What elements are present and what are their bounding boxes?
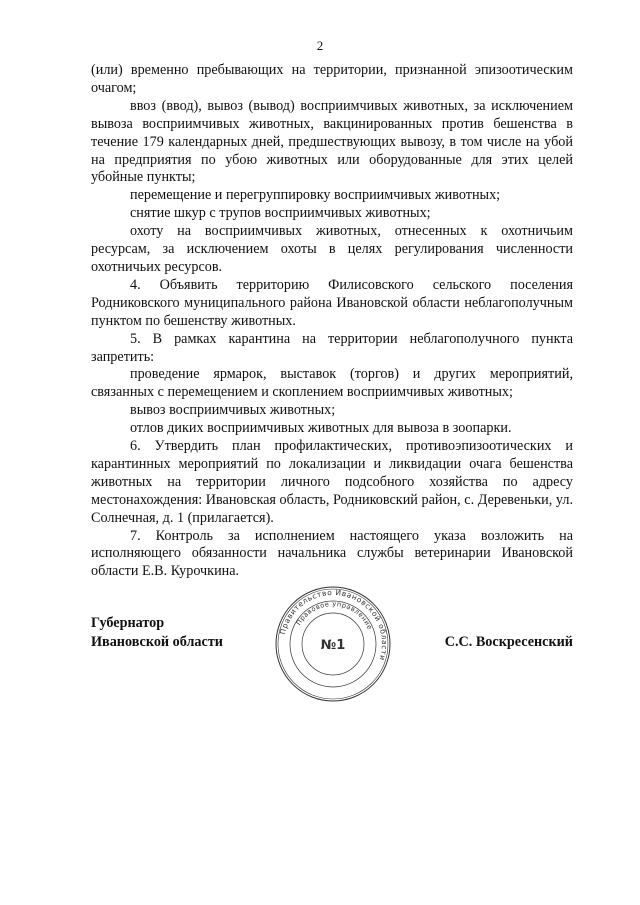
paragraph: 5. В рамках карантина на территории неблагополучного пункта запретить: [91, 330, 573, 365]
paragraph: снятие шкур с трупов восприимчивых животных; [130, 205, 431, 222]
seal-number: №1 [320, 638, 346, 653]
seal-outer-text: Правительство Ивановской области [277, 587, 390, 662]
page-number: 2 [316, 38, 324, 53]
paragraph: (или) временно пребывающих на территории, признанной эпизоотическим очагом; [91, 62, 573, 96]
official-seal-stamp [273, 584, 393, 704]
paragraph: отлов диких восприимчивых животных для вывоза в зоопарки. [130, 420, 512, 437]
paragraph: перемещение и перегруппировку восприимчивых животных; [130, 187, 501, 204]
paragraph: ввоз (ввод), вывоз (вывод) восприимчивых животных, за исключением вывоза восприимчивых животных, вакцинированных против бешенства в течение 179 календарных дней, предшествующих вывозу, в том числе на убой на предприятия по убою животных или оборудованные для этих целей убойные пункты; [91, 97, 573, 186]
document-body [91, 62, 573, 581]
seal-inner-text: Правовое управление [294, 599, 374, 632]
paragraph: проведение ярмарок, выставок (торгов) и других мероприятий, связанных с перемещением и скоплением восприимчивых животных; [91, 366, 573, 401]
signatory-title [91, 614, 223, 652]
paragraph: 7. Контроль за исполнением настоящего указа возложить на исполняющего обязанности начальника службы ветеринарии Ивановской области Е.В. Курочкина. [91, 527, 573, 580]
signature-block [91, 587, 573, 722]
paragraph: 6. Утвердить план профилактических, противоэпизоотических и карантинных мероприятий по локализации и ликвидации очага бешенства животных на территории личного подсобного хозяйства по адресу местонахождения: Ивановская область, Родниковский район, с. Деревеньки, ул. Солнечная, д. 1 (прилагается). [91, 438, 573, 526]
paragraph: охоту на восприимчивых животных, отнесенных к охотничьим ресурсам, за исключением охоты в целях регулирования численности охотничьих ресурсов. [91, 223, 573, 275]
signatory-title-line: Губернатор [91, 615, 165, 631]
paragraph: 4. Объявить территорию Филисовского сельского поселения Родниковского муниципального района Ивановской области неблагополучным пунктом по бешенству животных. [91, 276, 573, 329]
signatory-name: С.С. Воскресенский [444, 634, 573, 650]
paragraph: вывоз восприимчивых животных; [130, 402, 336, 419]
signatory-title-line: Ивановской области [91, 634, 223, 650]
